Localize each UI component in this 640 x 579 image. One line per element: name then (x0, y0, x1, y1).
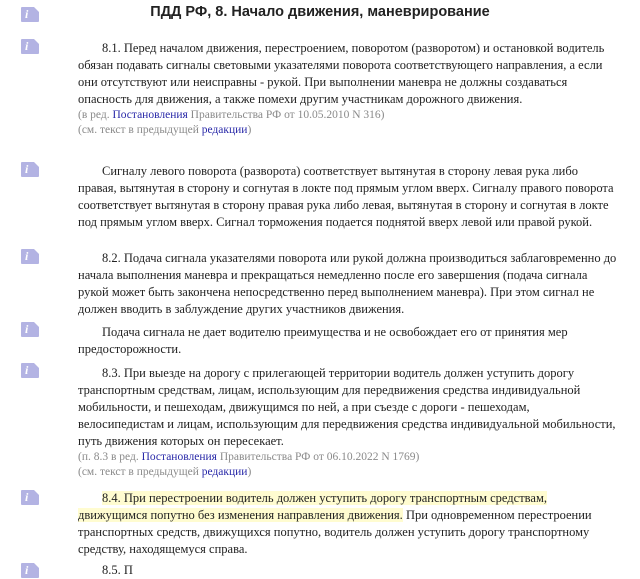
paragraph-text: Сигналу левого поворота (разворота) соответствует вытянутая в сторону левая рука либо правая, вытянутая в сторону и согнутая в локте под прямым углом вверх. Сигналу правого поворота соответствует вытянутая в сторону правая рука либо левая, вытянутая в сторону и согнутая в локте под прямым углом вверх. Сигнал торможения подается поднятой вверх левой или правой рукой. (78, 164, 614, 229)
paragraph-text: 8.1. Перед началом движения, перестроением, поворотом (разворотом) и остановкой водитель обязан подавать сигналы световыми указателями поворота соответствующего направления, а если они отсутствуют или неисправны - рукой. При выполнении маневра не должны создаваться опасность для движения, а также помехи другим участникам дорожного движения. (78, 41, 605, 106)
paragraph-8-4 (78, 490, 618, 558)
paragraph-text: 8.5. П (102, 563, 133, 577)
paragraph-8-5-truncated (78, 562, 618, 579)
page-title: ПДД РФ, 8. Начало движения, маневрирование (150, 4, 490, 20)
decree-link[interactable]: Постановления (112, 109, 188, 121)
decree-link[interactable]: Постановления (141, 451, 217, 463)
info-icon[interactable]: i (21, 322, 39, 337)
highlighted-text: 8.4. При перестроении водитель должен уступить дорогу транспортным средствам, движущимся попутно без изменения направления движения. (78, 491, 547, 522)
edition-note: (п. 8.3 в ред. Постановления Правительства РФ от 06.10.2022 N 1769) (78, 451, 420, 463)
info-icon[interactable]: i (21, 249, 39, 264)
paragraph-signal-priority (78, 324, 618, 358)
edition-note: (в ред. Постановления Правительства РФ от 10.05.2010 N 316) (78, 109, 385, 121)
info-icon[interactable]: i (21, 39, 39, 54)
paragraph-text: 8.2. Подача сигнала указателями поворота или рукой должна производиться заблаговременно до начала выполнения маневра и прекращаться немедленно после его завершения (подача сигнала рукой может быть закончена непосредственно перед выполнением маневра). При этом сигнал не должен вводить в заблуждение других участников движения. (78, 251, 617, 316)
info-icon[interactable]: i (21, 363, 39, 378)
info-icon[interactable]: i (21, 7, 39, 22)
paragraph-text: Подача сигнала не дает водителю преимущества и не освобождает его от принятия мер предосторожности. (78, 325, 568, 356)
info-icon[interactable]: i (21, 490, 39, 505)
paragraph-8-2 (78, 250, 618, 318)
paragraph-hand-signals (78, 163, 618, 231)
info-icon[interactable]: i (21, 563, 39, 578)
paragraph-8-3 (78, 365, 618, 480)
paragraph-text: 8.4. При перестроении водитель должен уступить дорогу транспортным средствам, движущимся попутно без изменения направления движения. При одновременном перестроении транспортных средств, движущихся попутно, водитель должен уступить дорогу транспортному средству, находящемуся справа. (78, 491, 592, 556)
previous-edition-link[interactable]: редакции (201, 466, 248, 478)
previous-edition-note: (см. текст в предыдущей редакции) (78, 124, 252, 136)
paragraph-text: 8.3. При выезде на дорогу с прилегающей территории водитель должен уступить дорогу транспортным средствам, лицам, использующим для передвижения средства индивидуальной мобильности, и пешеходам, движущимся по ней, а при съезде с дороги - пешеходам, велосипедистам и лицам, использующим для передвижения средства индивидуальной мобильности, путь движения которых он пересекает. (78, 366, 616, 448)
paragraph-8-1 (78, 40, 618, 138)
previous-edition-note: (см. текст в предыдущей редакции) (78, 466, 252, 478)
info-icon[interactable]: i (21, 162, 39, 177)
previous-edition-link[interactable]: редакции (201, 124, 248, 136)
